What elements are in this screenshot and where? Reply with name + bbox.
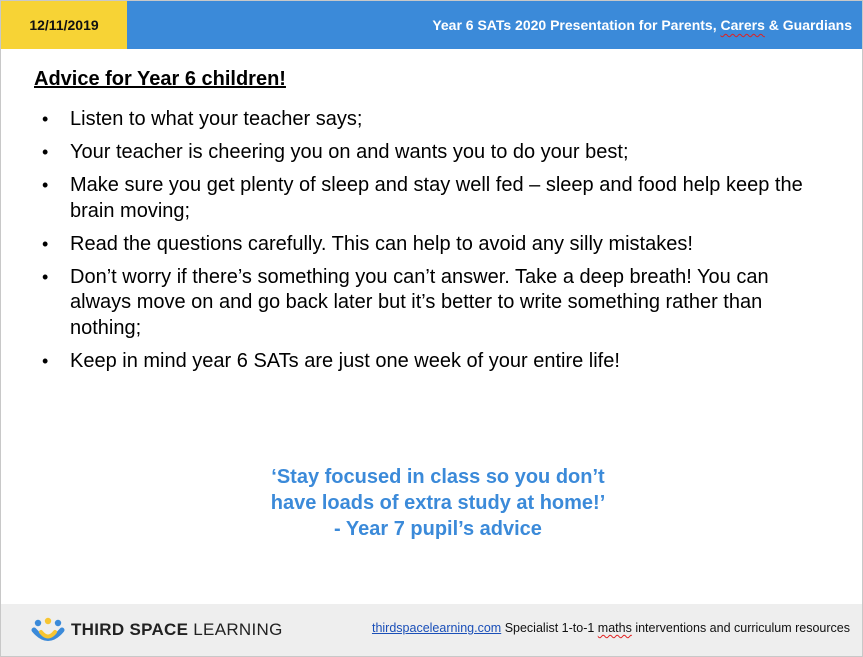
bullet-icon: • [42,266,49,287]
list-item-text: Listen to what your teacher says; [70,108,363,130]
date-box [1,1,127,49]
quote-line-1: ‘Stay focused in class so you don’t [271,466,605,488]
list-item-text: Keep in mind year 6 SATs are just one week of your entire life! [70,349,620,372]
footer-tagline [372,621,850,635]
list-item [34,173,834,224]
list-item [34,107,834,133]
list-item [34,140,834,166]
footer [1,604,862,656]
website-link[interactable]: thirdspacelearning.com [371,621,502,635]
tagline-part-b: interventions and curriculum resources [631,621,850,635]
bullet-icon: • [42,350,49,371]
quote-line-2: have loads of extra study at home!’ [270,492,606,514]
list-item-text: Read the questions carefully. This can help to avoid any silly mistakes! [70,232,693,255]
bullet-icon: • [42,233,49,254]
list-item [34,232,834,258]
third-space-learning-logo [31,617,283,643]
header-title [432,17,852,33]
list-item-text: Make sure you get plenty of sleep and stay well fed – sleep and food help keep the brain moving; [70,174,803,222]
page-title: Advice for Year 6 children! [34,68,286,90]
list-item [34,265,834,342]
bullet-icon: • [42,175,49,195]
advice-list [34,107,834,382]
third-space-logo-icon [31,617,65,643]
header-title-suffix: & Guardians [764,17,852,33]
logo-text [71,620,283,640]
bullet-icon: • [42,109,49,129]
date-label: 12/11/2019 [29,17,99,33]
list-item-text: Don’t worry if there’s something you can’t answer. Take a deep breath! You can always move on and go back later but it’s better to write something rather than nothing; [70,265,769,339]
tagline-part-a: Specialist 1-to-1 [501,621,598,635]
list-item-text: Your teacher is cheering you on and wants you to do your best; [70,141,629,163]
header-bar [127,1,862,49]
list-item [34,349,834,375]
pupil-quote [218,464,658,542]
quote-attribution: - Year 7 pupil’s advice [334,518,542,540]
bullet-icon: • [42,142,49,162]
header-title-carers: Carers [720,17,765,33]
logo-text-light: LEARNING [188,620,283,639]
header-title-prefix: Year 6 SATs 2020 Presentation for Parents, [432,17,721,33]
logo-text-bold: THIRD SPACE [71,620,189,639]
tagline-maths: maths [597,621,632,635]
